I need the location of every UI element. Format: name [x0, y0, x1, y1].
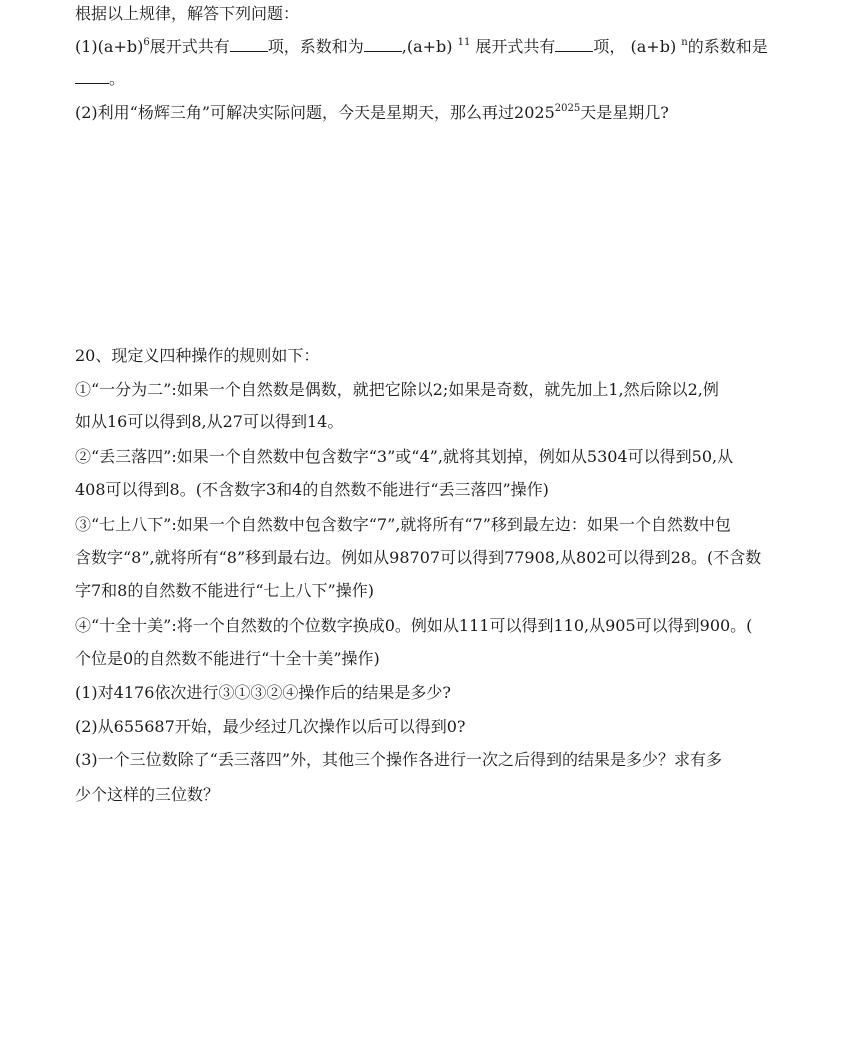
sub-question-3	[75, 785, 219, 805]
problem-text: ②“丢三落四”:如果一个自然数中包含数字“3”或“4”,就将其划掉，例如从5304可以得到50,从	[75, 447, 734, 466]
instruction-line	[75, 4, 299, 24]
problem-text: ③“七上八下”:如果一个自然数中包含数字“7”,就将所有“7”移到最左边：如果一个自然数中包	[75, 515, 731, 534]
q1-text: (1)(a+b)	[75, 37, 144, 56]
rule-1-line	[75, 380, 719, 400]
sub-question-3	[75, 750, 722, 770]
question-2-line	[75, 103, 669, 123]
problem-text: 如从16可以得到8,从27可以得到14。	[75, 412, 344, 431]
q2-exponent: 2025	[554, 103, 581, 114]
problem-text: (3)一个三位数除了“丢三落四”外，其他三个操作各进行一次之后得到的结果是多少？求有多	[75, 750, 723, 769]
problem-text: ①“一分为二”:如果一个自然数是偶数，就把它除以2;如果是奇数，就先加上1,然后除以2,例	[75, 380, 719, 399]
q1-text: 的系数和是	[687, 37, 768, 56]
q1-text: ,(a+b)	[401, 37, 458, 56]
sub-question-2	[75, 717, 466, 737]
answer-blank[interactable]	[364, 37, 402, 52]
rule-4-line	[75, 616, 752, 636]
rule-2-line	[75, 447, 733, 467]
rule-2-line	[75, 480, 549, 500]
q1-text: 展开式共有	[149, 37, 230, 56]
q1-exponent: n	[681, 37, 688, 48]
rule-3-line	[75, 581, 374, 601]
problem-text: (2)从655687开始，最少经过几次操作以后可以得到0?	[75, 717, 466, 736]
rule-1-line	[75, 412, 343, 432]
instruction-text: 根据以上规律，解答下列问题：	[75, 4, 300, 23]
problem-text: 少个这样的三位数？	[75, 785, 220, 804]
rule-3-line	[75, 548, 761, 568]
problem-text: 含数字“8”,就将所有“8”移到最右边。例如从98707可以得到77908,从802可以得到28。(不含数	[75, 548, 762, 567]
answer-blank[interactable]	[230, 37, 268, 52]
q2-text: (2)利用“杨辉三角”可解决实际问题，今天是星期天，那么再过2025	[75, 103, 555, 122]
problem-text: 408可以得到8。(不含数字3和4的自然数不能进行“丢三落四”操作)	[75, 480, 549, 499]
problem-20-title	[75, 346, 319, 366]
q1-exponent: 11	[457, 37, 471, 48]
q1-text: 项， (a+b)	[593, 37, 682, 56]
q1-exponent: 6	[143, 37, 150, 48]
problem-text: 字7和8的自然数不能进行“七上八下”操作)	[75, 581, 374, 600]
problem-text: ④“十全十美”:将一个自然数的个位数字换成0。例如从111可以得到110,从905可以得到900。(	[75, 616, 753, 635]
rule-3-line	[75, 515, 731, 535]
q1-text: 展开式共有	[470, 37, 556, 56]
q2-text: 天是星期几?	[580, 103, 669, 122]
question-1-continuation	[75, 69, 125, 89]
sub-question-1	[75, 683, 451, 703]
q1-text: 项，系数和为	[267, 37, 364, 56]
answer-blank[interactable]	[75, 69, 109, 84]
problem-text: 个位是0的自然数不能进行“十全十美”操作)	[75, 649, 380, 668]
q1-end: 。	[109, 69, 126, 88]
problem-text: 20、现定义四种操作的规则如下：	[75, 346, 320, 365]
answer-blank[interactable]	[555, 37, 593, 52]
rule-4-line	[75, 649, 380, 669]
problem-text: (1)对4176依次进行③①③②④操作后的结果是多少?	[75, 683, 451, 702]
question-1-line	[75, 37, 768, 57]
